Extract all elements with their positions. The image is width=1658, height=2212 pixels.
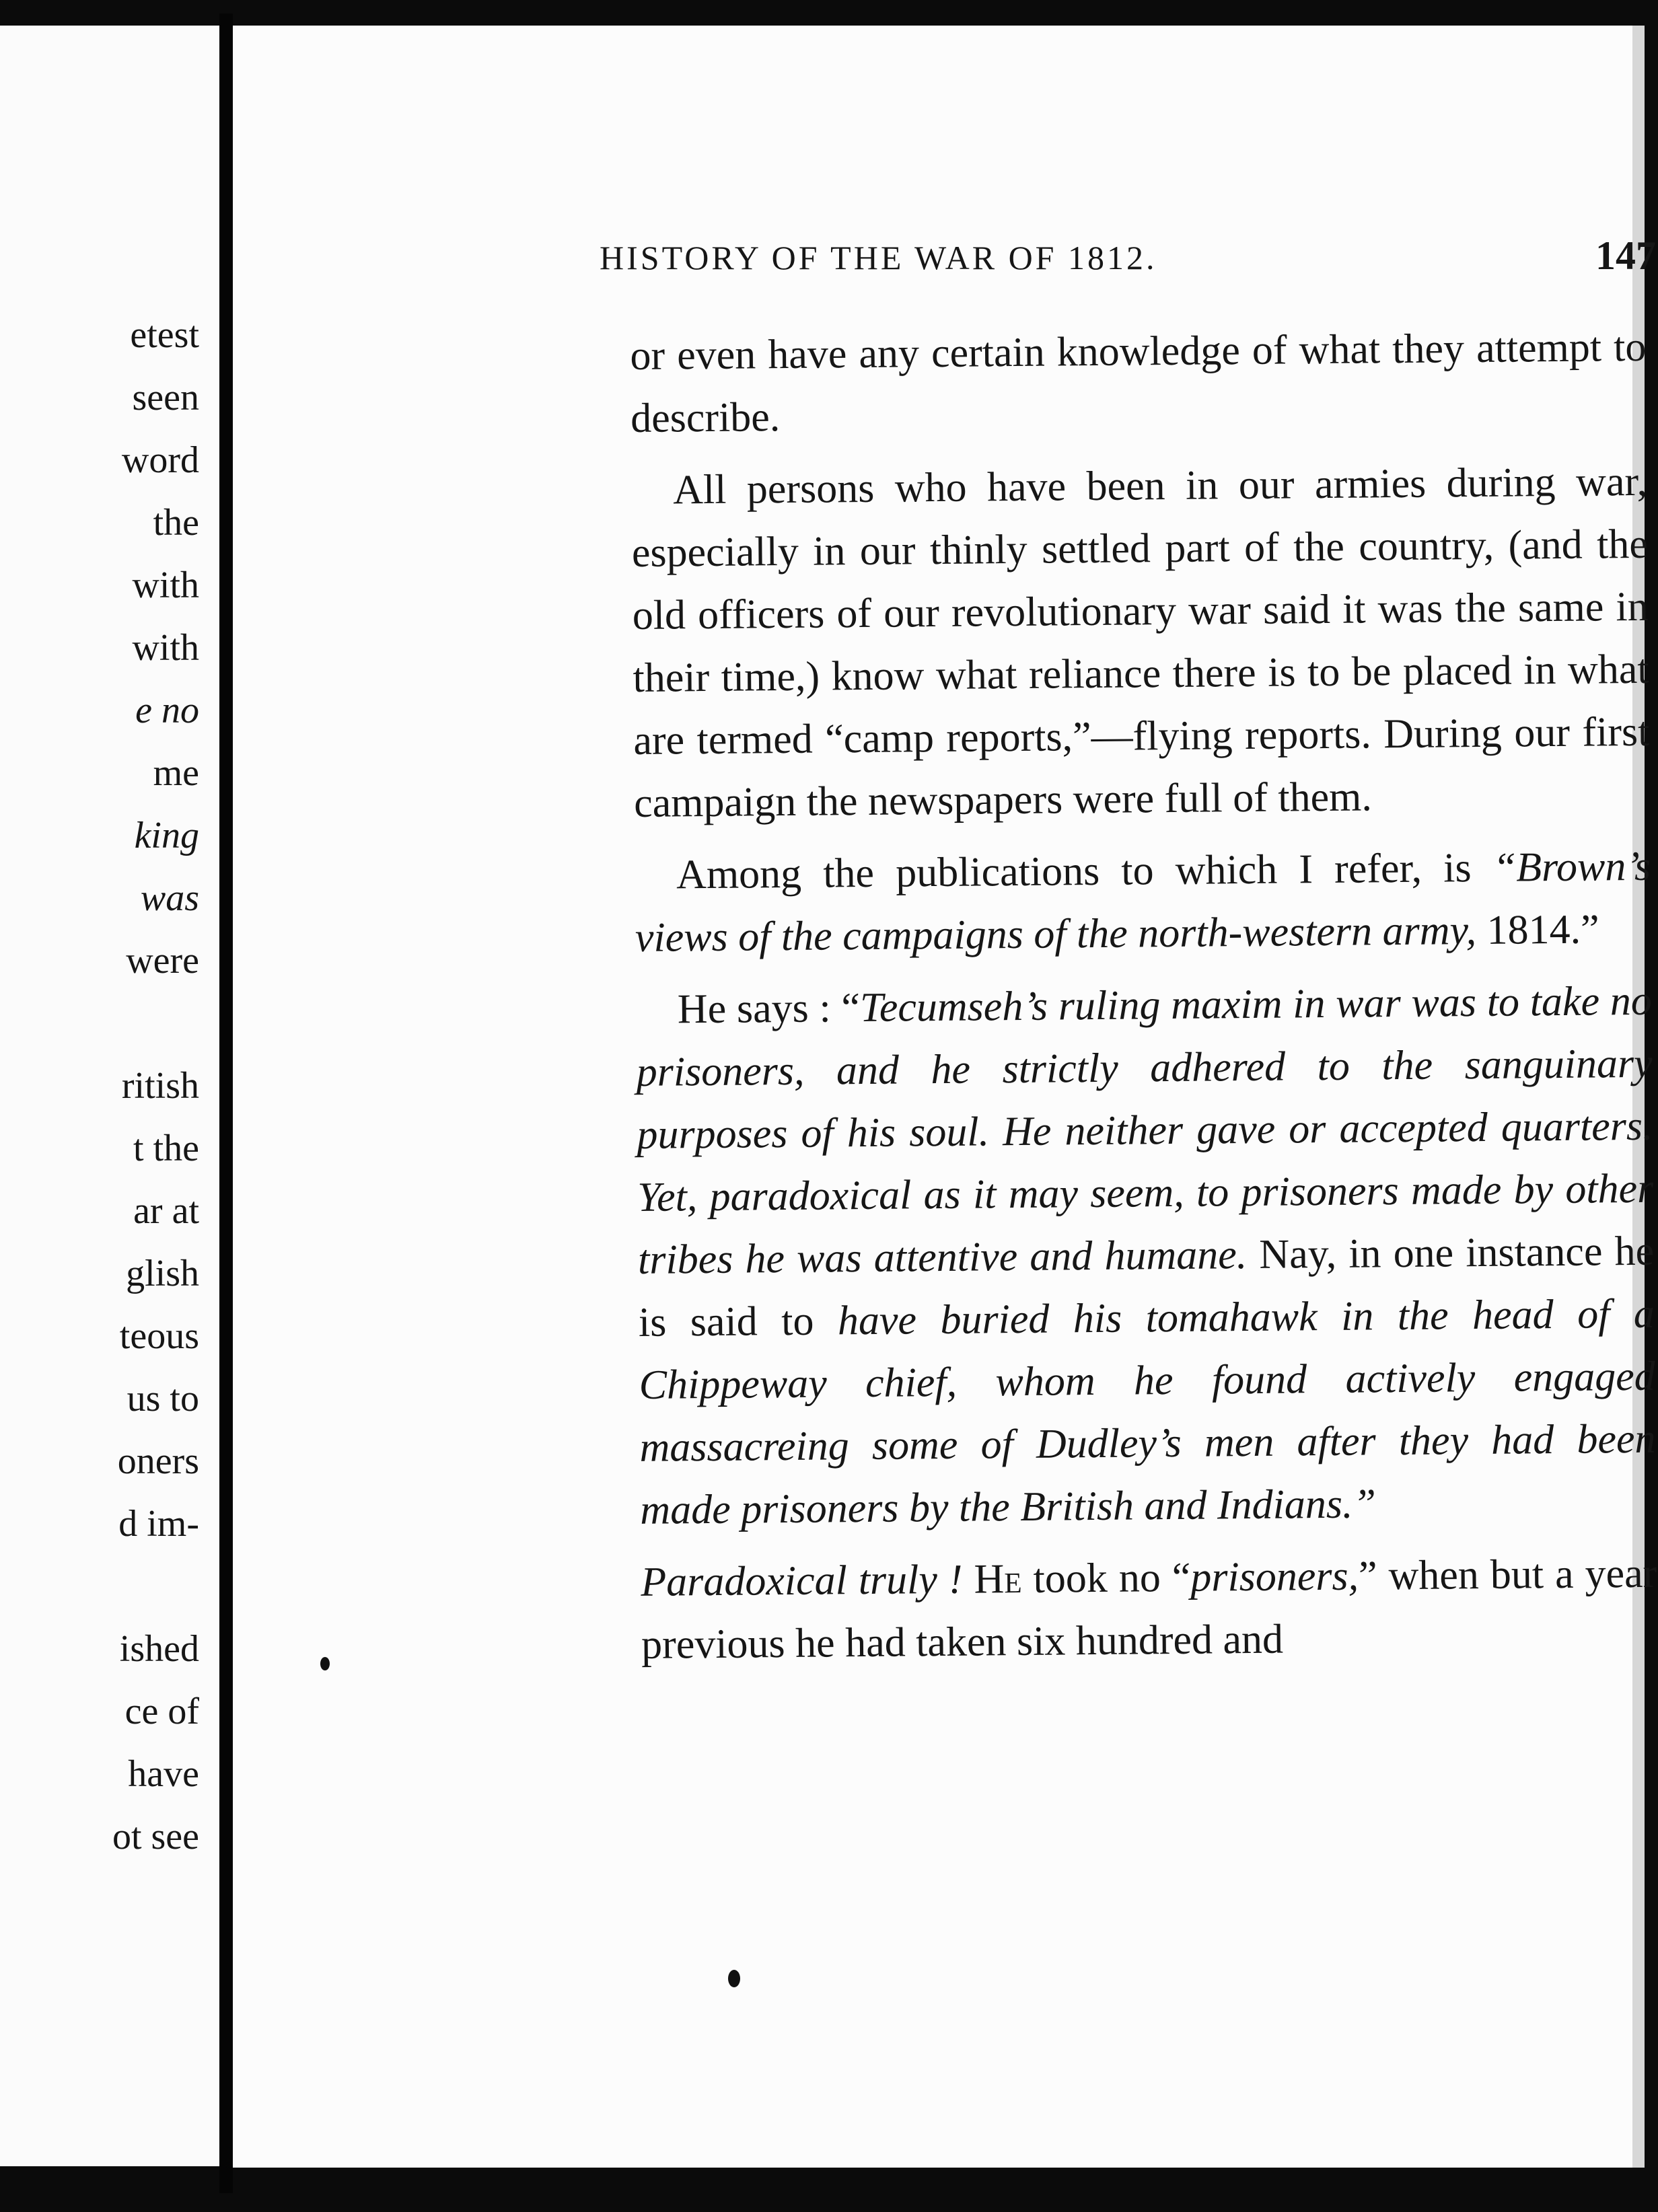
paragraph-2-text: All persons who have been in our armies during war, especially in our thinly settled part of the country, (and the old officers of our revolutionary war said it was the same in their time,) know what reliance there is to be placed in what are termed “camp reports,”—flying reports. During our first campaign the newspapers were full of them. [631, 458, 1650, 826]
paragraph-3-quoted-title: “Brown’s views of the campaigns of the north-western army, [635, 843, 1651, 961]
ink-speck [728, 1970, 740, 1987]
paragraph-4-lead: He says : “ [677, 985, 861, 1033]
body-text [630, 316, 1658, 1686]
left-page-fragment: d im- [118, 1503, 199, 1545]
left-page-fragment: teous [119, 1315, 199, 1357]
left-page-fragment: oners [117, 1440, 199, 1482]
paragraph-5-prisoners: prisoners, [1190, 1553, 1359, 1600]
paragraph-5-text: took no “ [1021, 1554, 1191, 1602]
paragraph-5-exclamation: Paradoxical truly ! [641, 1556, 963, 1605]
left-page-fragment: word [121, 439, 199, 481]
left-page-fragment: ot see [112, 1816, 199, 1857]
paragraph-1 [630, 316, 1647, 450]
left-page-fragment: us to [127, 1378, 199, 1420]
left-page-fragment: t the [133, 1128, 199, 1169]
left-page-fragment: were [126, 940, 199, 982]
left-page-fragment: e no [135, 690, 199, 731]
left-page-fragment: was [140, 877, 199, 919]
left-page-fragment: seen [132, 377, 199, 418]
left-page-fragment: me [153, 752, 199, 794]
paragraph-3-text: Among the publications to which I refer, is [676, 845, 1472, 898]
left-page-fragment: ritish [121, 1065, 199, 1107]
left-page-fragment: ished [119, 1628, 199, 1670]
left-page-fragment: ar at [133, 1190, 199, 1232]
left-page-fragment: glish [126, 1253, 199, 1294]
ink-speck [320, 1657, 330, 1670]
book-gutter [219, 13, 233, 2193]
running-head-title: HISTORY OF THE WAR OF 1812. [600, 239, 1157, 276]
left-page-fragment: king [134, 815, 199, 856]
left-page-fragment: etest [130, 314, 199, 356]
left-page-fragment: with [132, 627, 199, 669]
left-page-fragment: ce of [124, 1691, 199, 1732]
paragraph-5 [641, 1543, 1658, 1676]
paragraph-5-he: He [962, 1555, 1022, 1602]
paragraph-4-middle: Nay, in one instance he is said to [638, 1228, 1655, 1345]
paragraph-1-text: or even have any certain knowledge of what they attempt to describe. [630, 324, 1647, 441]
paragraph-3 [635, 836, 1652, 969]
left-page [0, 26, 223, 2166]
paragraph-2 [631, 451, 1651, 835]
left-page-fragment: with [132, 564, 199, 606]
left-page-fragment: have [128, 1753, 199, 1795]
running-head [600, 233, 1656, 279]
paragraph-5-text-end: ” when but a year previous he had taken six hundred and [641, 1550, 1657, 1668]
right-page [233, 26, 1657, 2168]
left-page-fragment: the [153, 502, 199, 544]
paragraph-4 [635, 970, 1656, 1542]
page-number: 147 [1595, 233, 1656, 278]
paragraph-4-quote: Tecumseh’s ruling maxim in war was to take no prisoners, and he strictly adhered to the sanguinary purposes of his soul. He neither gave or accepted quarters. Yet, paradoxical as it may seem, to prisoners made by other tribes he was attentive and humane. [636, 978, 1654, 1283]
paragraph-3-year: 1814.” [1486, 906, 1599, 953]
paragraph-4-quote-end: have buried his tomahawk in the head of a Chippeway chief, whom he found actively engaged massacreing some of Dudley’s men after they had been made prisoners by the British and Indians.” [639, 1290, 1656, 1533]
